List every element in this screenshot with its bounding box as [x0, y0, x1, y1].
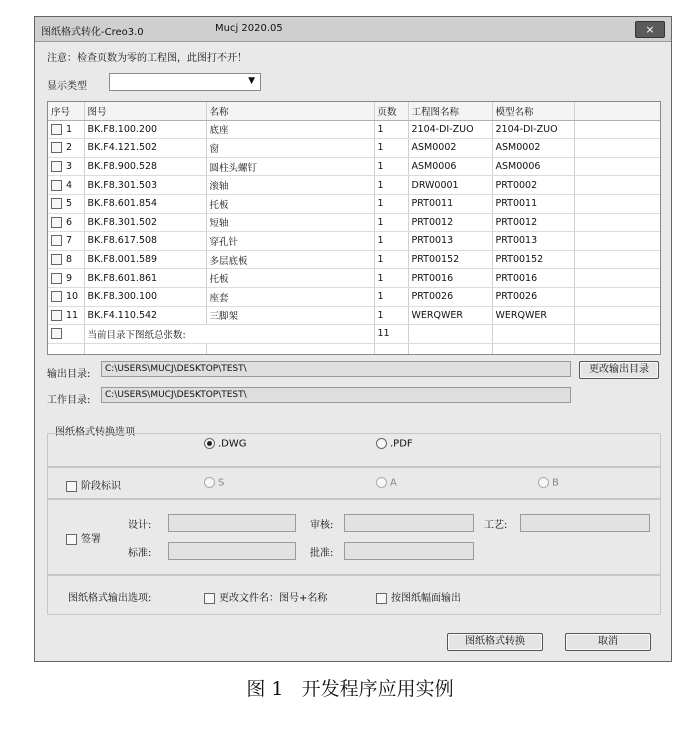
row-empty	[574, 287, 660, 306]
table-row[interactable]	[48, 176, 660, 195]
row-name: 托板	[206, 194, 374, 213]
dwg-label: .DWG	[218, 438, 247, 450]
pdf-radio[interactable]	[376, 438, 387, 449]
row-drawing-name: DRW0001	[408, 176, 492, 195]
empty-cell	[408, 343, 492, 355]
col-header-name: 名称	[206, 102, 374, 120]
row-seq	[48, 213, 84, 232]
row-pages: 1	[374, 306, 408, 325]
stage-a-radio[interactable]	[376, 477, 387, 488]
output-dir-field[interactable]: C:\USERS\MUCJ\DESKTOP\TEST\	[101, 361, 571, 377]
output-options-label: 图纸格式输出选项:	[68, 593, 152, 604]
table-row[interactable]	[48, 213, 660, 232]
row-model-name: PRT0026	[492, 287, 574, 306]
stage-b-label: B	[552, 477, 559, 489]
row-name: 底座	[206, 120, 374, 139]
review-field[interactable]	[344, 514, 474, 532]
table-row[interactable]	[48, 287, 660, 306]
row-checkbox[interactable]	[51, 161, 62, 172]
row-drawing-name: PRT0016	[408, 269, 492, 288]
converter-window	[34, 16, 672, 662]
figure-caption-text: 开发程序应用实例	[301, 678, 454, 700]
window-title: 图纸格式转化-Creo3.0	[41, 27, 144, 38]
table-row[interactable]	[48, 139, 660, 158]
row-seq	[48, 194, 84, 213]
row-seq	[48, 269, 84, 288]
total-empty	[408, 325, 492, 344]
table-row[interactable]	[48, 157, 660, 176]
row-name: 滚轴	[206, 176, 374, 195]
row-checkbox[interactable]	[51, 310, 62, 321]
row-seq	[48, 120, 84, 139]
standard-label: 标准:	[128, 548, 152, 559]
row-checkbox[interactable]	[51, 198, 62, 209]
row-name: 三脚架	[206, 306, 374, 325]
sign-checkbox[interactable]	[66, 534, 77, 545]
row-name: 窗	[206, 139, 374, 158]
row-model-name: ASM0006	[492, 157, 574, 176]
output-dir-label: 输出目录:	[47, 369, 91, 380]
cancel-button[interactable]: 取消	[565, 633, 651, 651]
change-output-dir-button[interactable]: 更改输出目录	[579, 361, 659, 379]
row-drawing-name: ASM0006	[408, 157, 492, 176]
col-header-seq: 序号	[48, 102, 84, 120]
row-seq-number: 7	[66, 235, 73, 247]
drawing-table	[47, 101, 661, 355]
review-label: 审核:	[310, 520, 334, 531]
row-seq	[48, 306, 84, 325]
table-row[interactable]	[48, 232, 660, 251]
row-seq-number: 5	[66, 198, 73, 210]
process-label: 工艺:	[484, 520, 508, 531]
row-model-name: ASM0002	[492, 139, 574, 158]
pdf-label: .PDF	[390, 438, 413, 450]
row-seq	[48, 176, 84, 195]
row-model-name: WERQWER	[492, 306, 574, 325]
total-label: 当前目录下图纸总张数:	[84, 325, 374, 344]
row-seq-number: 10	[66, 291, 79, 303]
row-seq-number: 11	[66, 309, 79, 321]
close-icon: ×	[645, 23, 655, 36]
design-label: 设计:	[128, 520, 152, 531]
row-seq	[48, 232, 84, 251]
process-field[interactable]	[520, 514, 650, 532]
row-pages: 1	[374, 287, 408, 306]
row-drawing-name: PRT0011	[408, 194, 492, 213]
row-model-name: PRT0016	[492, 269, 574, 288]
row-model-name: PRT0012	[492, 213, 574, 232]
display-type-select[interactable]	[109, 73, 261, 91]
row-empty	[574, 157, 660, 176]
row-model-name: 2104-DI-ZUO	[492, 120, 574, 139]
stage-b-radio[interactable]	[538, 477, 549, 488]
row-code: BK.F8.300.100	[84, 287, 206, 306]
stage-s-radio[interactable]	[204, 477, 215, 488]
row-seq	[48, 157, 84, 176]
row-pages: 1	[374, 269, 408, 288]
row-name: 圆柱头螺钉	[206, 157, 374, 176]
table-row[interactable]	[48, 306, 660, 325]
row-code: BK.F8.100.200	[84, 120, 206, 139]
stage-option[interactable]	[66, 477, 121, 492]
table-total-row	[48, 325, 660, 344]
col-header-drawing: 工程图名称	[408, 102, 492, 120]
stage-s-label: S	[218, 477, 225, 489]
row-name: 座套	[206, 287, 374, 306]
dwg-radio[interactable]	[204, 438, 215, 449]
row-name: 多层底板	[206, 250, 374, 269]
row-code: BK.F8.001.589	[84, 250, 206, 269]
total-empty	[574, 325, 660, 344]
close-button[interactable]	[635, 21, 665, 38]
stage-b-option[interactable]	[538, 477, 559, 489]
figure-caption	[0, 674, 700, 701]
row-checkbox[interactable]	[51, 235, 62, 246]
row-seq-number: 6	[66, 216, 73, 228]
design-field[interactable]	[168, 514, 296, 532]
row-drawing-name: ASM0002	[408, 139, 492, 158]
output-options-group	[47, 575, 661, 615]
row-pages: 1	[374, 250, 408, 269]
empty-cell	[206, 343, 374, 355]
window-author-date: Mucj 2020.05	[215, 23, 283, 34]
row-code: BK.F8.900.528	[84, 157, 206, 176]
rename-option[interactable]	[204, 589, 327, 604]
empty-cell	[374, 343, 408, 355]
row-model-name: PRT0013	[492, 232, 574, 251]
row-code: BK.F8.617.508	[84, 232, 206, 251]
row-seq-number: 2	[66, 142, 73, 154]
row-checkbox[interactable]	[51, 291, 62, 302]
row-empty	[574, 306, 660, 325]
row-pages: 1	[374, 157, 408, 176]
row-model-name: PRT00152	[492, 250, 574, 269]
total-value: 11	[374, 325, 408, 344]
row-seq-number: 4	[66, 179, 73, 191]
display-type-label: 显示类型	[47, 81, 87, 92]
row-empty	[574, 194, 660, 213]
row-empty	[574, 176, 660, 195]
col-header-empty	[574, 102, 660, 120]
row-pages: 1	[374, 120, 408, 139]
row-code: BK.F4.121.502	[84, 139, 206, 158]
row-seq-number: 8	[66, 254, 73, 266]
empty-row	[48, 343, 660, 355]
row-seq	[48, 250, 84, 269]
col-header-pages: 页数	[374, 102, 408, 120]
row-model-name: PRT0011	[492, 194, 574, 213]
row-empty	[574, 139, 660, 158]
pdf-option[interactable]	[376, 438, 413, 450]
row-pages: 1	[374, 176, 408, 195]
row-drawing-name: PRT0012	[408, 213, 492, 232]
empty-cell	[574, 343, 660, 355]
row-code: BK.F8.301.503	[84, 176, 206, 195]
stage-group	[47, 467, 661, 499]
conversion-options-title: 图纸格式转换选项	[55, 427, 135, 438]
row-checkbox[interactable]	[51, 217, 62, 228]
figure-number: 图 1	[246, 678, 284, 700]
table-row[interactable]	[48, 250, 660, 269]
row-drawing-name: PRT0026	[408, 287, 492, 306]
select-all-checkbox[interactable]	[51, 328, 62, 339]
row-drawing-name: PRT00152	[408, 250, 492, 269]
row-empty	[574, 269, 660, 288]
rename-label: 更改文件名：图号+名称	[219, 593, 328, 604]
by-size-label: 按图纸幅面输出	[391, 593, 461, 604]
row-code: BK.F8.301.502	[84, 213, 206, 232]
row-seq	[48, 139, 84, 158]
row-checkbox[interactable]	[51, 124, 62, 135]
row-name: 短轴	[206, 213, 374, 232]
empty-cell	[84, 343, 206, 355]
row-pages: 1	[374, 213, 408, 232]
row-pages: 1	[374, 232, 408, 251]
col-header-code: 图号	[84, 102, 206, 120]
row-drawing-name: WERQWER	[408, 306, 492, 325]
row-drawing-name: 2104-DI-ZUO	[408, 120, 492, 139]
row-seq	[48, 287, 84, 306]
by-size-checkbox[interactable]	[376, 593, 387, 604]
row-seq-number: 1	[66, 123, 73, 135]
convert-button[interactable]: 图纸格式转换	[447, 633, 543, 651]
row-model-name: PRT0002	[492, 176, 574, 195]
stage-a-option[interactable]	[376, 477, 397, 489]
row-name: 托板	[206, 269, 374, 288]
empty-cell	[48, 343, 84, 355]
row-checkbox[interactable]	[51, 254, 62, 265]
row-empty	[574, 250, 660, 269]
approve-label: 批准:	[310, 548, 334, 559]
row-checkbox[interactable]	[51, 142, 62, 153]
dropdown-arrow-icon: ▼	[248, 76, 255, 86]
sign-option[interactable]	[66, 530, 101, 545]
title-bar	[35, 17, 671, 42]
stage-checkbox[interactable]	[66, 481, 77, 492]
notice-text: 注意：检查页数为零的工程图，此图打不开！	[47, 53, 247, 64]
format-group	[47, 433, 661, 467]
row-empty	[574, 120, 660, 139]
work-dir-field[interactable]: C:\USERS\MUCJ\DESKTOP\TEST\	[101, 387, 571, 403]
rename-checkbox[interactable]	[204, 593, 215, 604]
row-pages: 1	[374, 194, 408, 213]
sign-group	[47, 499, 661, 575]
empty-cell	[492, 343, 574, 355]
table-header-row	[48, 102, 660, 120]
row-code: BK.F8.601.854	[84, 194, 206, 213]
row-pages: 1	[374, 139, 408, 158]
total-empty	[492, 325, 574, 344]
stage-s-option[interactable]	[204, 477, 224, 489]
table-row[interactable]	[48, 120, 660, 139]
stage-label: 阶段标识	[81, 481, 121, 492]
row-empty	[574, 232, 660, 251]
row-code: BK.F8.601.861	[84, 269, 206, 288]
dwg-option[interactable]	[204, 438, 247, 450]
row-name: 穿孔针	[206, 232, 374, 251]
row-drawing-name: PRT0013	[408, 232, 492, 251]
row-checkbox[interactable]	[51, 273, 62, 284]
row-checkbox[interactable]	[51, 180, 62, 191]
by-size-option[interactable]	[376, 589, 461, 604]
sign-label: 签署	[81, 534, 101, 545]
approve-field[interactable]	[344, 542, 474, 560]
stage-a-label: A	[390, 477, 397, 489]
total-checkbox-cell	[48, 325, 84, 344]
row-empty	[574, 213, 660, 232]
row-seq-number: 9	[66, 272, 73, 284]
row-seq-number: 3	[66, 161, 73, 173]
work-dir-label: 工作目录:	[47, 395, 91, 406]
table-row[interactable]	[48, 194, 660, 213]
standard-field[interactable]	[168, 542, 296, 560]
table-row[interactable]	[48, 269, 660, 288]
col-header-model: 模型名称	[492, 102, 574, 120]
row-code: BK.F4.110.542	[84, 306, 206, 325]
